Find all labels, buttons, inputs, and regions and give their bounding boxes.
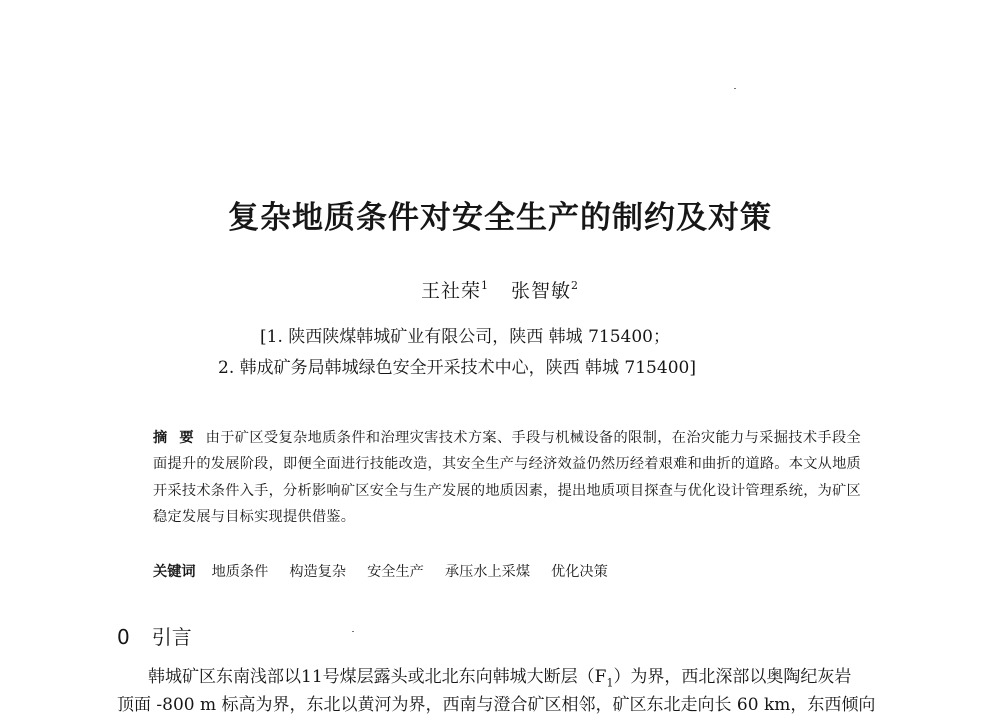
body-paragraph-line: 韩城矿区东南浅部以11号煤层露头或北北东向韩城大断层$(F_1)$为界，西北深部以奥陶纪灰岩	[148, 667, 852, 690]
scan-speck	[734, 88, 736, 89]
abstract	[153, 425, 861, 531]
keyword: 地质条件	[211, 564, 269, 580]
paper-title: 复杂地质条件对安全生产的制约及对策	[228, 200, 772, 236]
keyword: 承压水上采煤	[444, 564, 531, 580]
scan-speck	[352, 631, 354, 632]
fault-subscript: 1	[606, 676, 614, 690]
author-affiliation-mark: 2	[571, 279, 580, 292]
keyword: 优化决策	[551, 564, 608, 580]
abstract-text: 由于矿区受复杂地质条件和治理灾害技术方案、手段与机械设备的限制，在治灾能力与采掘技术手段全面提升的发展阶段，即便全面进行技能改造，其安全生产与经济效益仍然历经着艰难和曲折的道路。本文从地质开采技术条件入手，分析影响矿区安全与生产发展的地质因素，提出地质项目探查与优化设计管理系统，为矿区稳定发展与目标实现提供借鉴。	[153, 430, 861, 526]
author-name: 张智敏	[511, 280, 572, 302]
affiliation-2: 2. 韩成矿务局韩城绿色安全开采技术中心，陕西 韩城 715400]	[218, 358, 696, 378]
affiliation-1: [1. 陕西陕煤韩城矿业有限公司，陕西 韩城 715400；	[260, 327, 670, 347]
body-paragraph-line: 顶面 -800 m 标高为界，东北以黄河为界，西南与澄合矿区相邻，矿区东北走向长 60 km，东西倾向	[117, 695, 876, 715]
abstract-label: 摘 要	[153, 430, 194, 446]
author-name: 王社荣	[420, 280, 481, 302]
author-line	[0, 272, 1000, 305]
keywords	[153, 559, 629, 585]
keyword: 构造复杂	[289, 564, 347, 580]
section-heading	[117, 622, 192, 652]
keyword: 安全生产	[367, 564, 424, 580]
keywords-label: 关键词	[153, 564, 196, 580]
section-title: 引言	[151, 625, 192, 649]
section-number: 0	[117, 625, 130, 649]
author-affiliation-mark: 1	[481, 279, 489, 292]
